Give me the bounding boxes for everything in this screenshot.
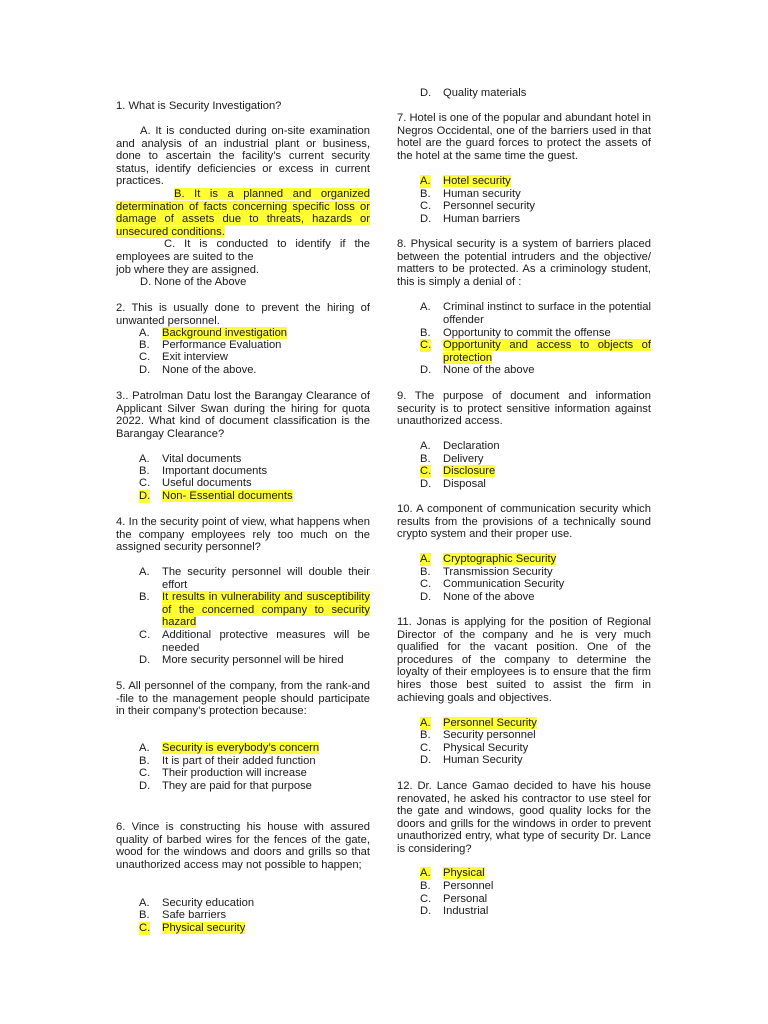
q12-option-d: D. Industrial — [420, 905, 489, 917]
q10-option-b: B. Transmission Security — [420, 566, 553, 578]
q2-option-b: B. Performance Evaluation — [139, 339, 282, 351]
q4-option-b: B. It results in vulnerability and susceptibility of the concerned company to security hazard — [139, 591, 370, 629]
q12-option-c: C. Personal — [420, 893, 488, 905]
question-10: 10. A component of communication security which results from the provisions of a technically sound crypto system and their proper use. — [397, 503, 651, 541]
q7-option-c: C. Personnel security — [420, 200, 536, 212]
q12-option-b: B. Personnel — [420, 880, 494, 892]
q2-option-a: A. Background investigation — [139, 327, 288, 339]
question-8: 8. Physical security is a system of barriers placed between the potential intruders and the objective/ matters to be protected. As a criminology student, this is simply a denial of : — [397, 238, 651, 288]
q7-option-a: A. Hotel security — [420, 175, 511, 187]
q6-option-b: B. Safe barriers — [139, 909, 227, 921]
question-4: 4. In the security point of view, what happens when the company employees rely too much on the assigned security personnel? — [116, 516, 370, 554]
q5-option-c: C. Their production will increase — [139, 767, 307, 779]
q5-option-b: B. It is part of their added function — [139, 755, 316, 767]
question-2: 2. This is usually done to prevent the hiring of unwanted personnel. — [116, 302, 370, 327]
q8-option-d: D. None of the above — [420, 364, 535, 376]
q1-option-b-text: B. It is a planned and organized determination of facts concerning specific loss or damage of assets due to threats, hazards or unsecured conditions. — [116, 188, 370, 238]
q12-option-a: A. Physical — [420, 867, 485, 879]
q2-option-c: C. Exit interview — [139, 351, 228, 363]
question-12: 12. Dr. Lance Gamao decided to have his house renovated, he asked his contractor to use steel for the gate and windows, good quality locks for the doors and grills for the windows in order to prevent unauthorized entry, what type of security Dr. Lance is considering? — [397, 780, 651, 855]
q1-option-a: A. It is conducted during on-site examination and analysis of an industrial plant or business, done to ascertain the facility’s current security status, identify deficiencies or excess in current practices. — [116, 125, 370, 188]
q11-option-c: C. Physical Security — [420, 742, 529, 754]
q6-option-d: D. Quality materials — [420, 87, 527, 99]
q10-option-d: D. None of the above — [420, 591, 535, 603]
q10-option-c: C. Communication Security — [420, 578, 565, 590]
q11-option-a: A. Personnel Security — [420, 717, 537, 729]
question-9: 9. The purpose of document and information security is to protect sensitive information against unauthorized access. — [397, 390, 651, 428]
q9-option-c: C. Disclosure — [420, 465, 496, 477]
q3-option-b: B. Important documents — [139, 465, 268, 477]
q3-option-a: A. Vital documents — [139, 453, 242, 465]
q11-option-d: D. Human Security — [420, 754, 523, 766]
q9-option-a: A. Declaration — [420, 440, 500, 452]
q3-option-d: D. Non- Essential documents — [139, 490, 293, 502]
q5-option-a: A. Security is everybody’s concern — [139, 742, 320, 754]
question-11: 11. Jonas is applying for the position of Regional Director of the company and he is very much qualified for the vacant position. One of the procedures of the company to determine the loyalty of their employees is to ensure that the firm hires those best suited to assist the firm in achieving goals and objectives. — [397, 616, 651, 704]
question-3: 3.. Patrolman Datu lost the Barangay Clearance of Applicant Silver Swan during the hiring for quota 2022. What kind of document classification is the Barangay Clearance? — [116, 390, 370, 440]
q9-option-b: B. Delivery — [420, 453, 484, 465]
q4-option-d: D. More security personnel will be hired — [139, 654, 344, 666]
question-1: 1. What is Security Investigation? — [116, 100, 282, 112]
q11-option-b: B. Security personnel — [420, 729, 536, 741]
q3-option-c: C. Useful documents — [139, 477, 252, 489]
q1-option-b — [116, 188, 370, 238]
q7-option-b: B. Human security — [420, 188, 521, 200]
q1-option-c-cont: job where they are assigned. — [116, 264, 260, 276]
q10-option-a: A. Cryptographic Security — [420, 553, 557, 565]
question-7: 7. Hotel is one of the popular and abundant hotel in Negros Occidental, one of the barriers used in that hotel are the guard forces to protect the assets of the hotel at the same time the guest. — [397, 112, 651, 162]
q8-option-a: A. Criminal instinct to surface in the potential offender — [420, 301, 651, 326]
question-5: 5. All personnel of the company, from the rank-and -file to the management people should participate in their company’s protection because: — [116, 680, 370, 718]
q8-option-c: C. Opportunity and access to objects of protection — [420, 339, 651, 364]
q1-option-d: D. None of the Above — [140, 276, 247, 288]
q4-option-a: A. The security personnel will double their effort — [139, 566, 370, 591]
q7-option-d: D. Human barriers — [420, 213, 521, 225]
q2-option-d: D. None of the above. — [139, 364, 257, 376]
q6-option-a: A. Security education — [139, 897, 255, 909]
q9-option-d: D. Disposal — [420, 478, 486, 490]
q1-option-c: C. It is conducted to identify if the employees are suited to the — [116, 238, 370, 263]
q6-option-c: C. Physical security — [139, 922, 246, 934]
question-6: 6. Vince is constructing his house with assured quality of barbed wires for the fences of the gate, wood for the windows and doors and grills so that unauthorized access may not possible to happen; — [116, 821, 370, 871]
q8-option-b: B. Opportunity to commit the offense — [420, 327, 611, 339]
q5-option-d: D. They are paid for that purpose — [139, 780, 312, 792]
q4-option-c: C. Additional protective measures will be needed — [139, 629, 370, 654]
